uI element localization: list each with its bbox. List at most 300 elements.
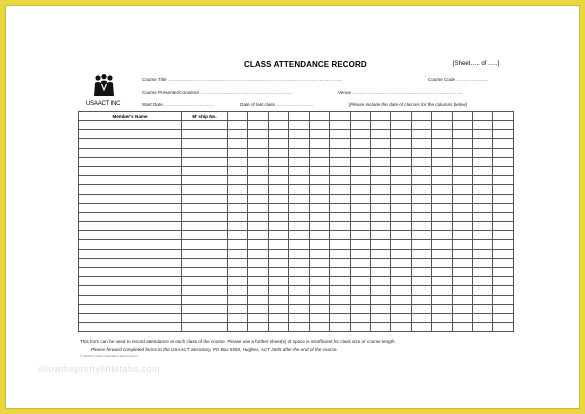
table-cell bbox=[330, 176, 350, 185]
table-cell bbox=[473, 249, 493, 258]
table-cell bbox=[473, 268, 493, 277]
table-cell bbox=[452, 194, 472, 203]
table-cell bbox=[350, 185, 370, 194]
table-cell bbox=[452, 130, 472, 139]
table-cell bbox=[493, 268, 513, 277]
table-cell bbox=[370, 249, 390, 258]
table-cell bbox=[309, 313, 329, 322]
table-cell bbox=[289, 166, 309, 175]
table-cell bbox=[228, 313, 248, 322]
table-cell bbox=[411, 130, 431, 139]
table-cell bbox=[309, 323, 329, 332]
table-cell bbox=[228, 231, 248, 240]
table-cell bbox=[228, 203, 248, 212]
table-cell bbox=[228, 121, 248, 130]
table-cell bbox=[493, 166, 513, 175]
table-cell bbox=[350, 304, 370, 313]
table-cell bbox=[432, 194, 452, 203]
table-cell bbox=[289, 185, 309, 194]
table-cell bbox=[391, 130, 411, 139]
presenter-field: Course Presenter/Convenor …………………………………………………… bbox=[142, 90, 293, 95]
table-cell bbox=[493, 240, 513, 249]
table-cell bbox=[248, 304, 268, 313]
table-cell bbox=[330, 194, 350, 203]
table-cell bbox=[391, 304, 411, 313]
table-cell bbox=[79, 323, 182, 332]
table-cell bbox=[309, 185, 329, 194]
table-cell bbox=[391, 194, 411, 203]
table-cell bbox=[473, 231, 493, 240]
table-cell bbox=[309, 304, 329, 313]
table-cell bbox=[493, 313, 513, 322]
table-cell bbox=[79, 139, 182, 148]
table-cell bbox=[330, 185, 350, 194]
table-cell bbox=[350, 258, 370, 267]
table-cell bbox=[411, 286, 431, 295]
table-cell bbox=[79, 157, 182, 166]
table-cell bbox=[350, 157, 370, 166]
table-cell bbox=[473, 185, 493, 194]
course-title-field: Course Title …………………………………………………………………………………………………… bbox=[142, 77, 343, 82]
table-cell bbox=[330, 222, 350, 231]
table-cell bbox=[391, 313, 411, 322]
table-cell bbox=[248, 203, 268, 212]
table-cell bbox=[248, 323, 268, 332]
table-cell bbox=[289, 176, 309, 185]
table-cell bbox=[350, 194, 370, 203]
table-cell bbox=[391, 295, 411, 304]
table-cell bbox=[350, 240, 370, 249]
table-cell bbox=[248, 148, 268, 157]
table-cell bbox=[309, 166, 329, 175]
table-cell bbox=[182, 304, 228, 313]
date-column-header bbox=[350, 112, 370, 121]
table-cell bbox=[432, 304, 452, 313]
table-cell bbox=[182, 166, 228, 175]
course-code-field: Course Code ………………… bbox=[428, 77, 489, 82]
table-cell bbox=[228, 304, 248, 313]
table-cell bbox=[411, 277, 431, 286]
table-cell bbox=[473, 323, 493, 332]
table-cell bbox=[493, 121, 513, 130]
table-cell bbox=[289, 249, 309, 258]
table-cell bbox=[391, 249, 411, 258]
table-cell bbox=[330, 286, 350, 295]
table-cell bbox=[228, 286, 248, 295]
table-cell bbox=[473, 240, 493, 249]
table-cell bbox=[79, 240, 182, 249]
table-cell bbox=[391, 148, 411, 157]
table-cell bbox=[350, 121, 370, 130]
table-cell bbox=[473, 139, 493, 148]
table-cell bbox=[330, 148, 350, 157]
table-row bbox=[79, 166, 514, 175]
table-cell bbox=[228, 268, 248, 277]
table-cell bbox=[452, 166, 472, 175]
table-cell bbox=[493, 295, 513, 304]
table-cell bbox=[228, 148, 248, 157]
table-cell bbox=[228, 139, 248, 148]
table-cell bbox=[330, 166, 350, 175]
table-cell bbox=[248, 130, 268, 139]
table-cell bbox=[79, 313, 182, 322]
date-column-header bbox=[473, 112, 493, 121]
table-cell bbox=[370, 304, 390, 313]
table-cell bbox=[473, 286, 493, 295]
watermark: ollowtheprettylittletabs.com bbox=[38, 364, 161, 374]
table-cell bbox=[350, 176, 370, 185]
columns-note-text: [Please include the date of classes for the columns below] bbox=[349, 102, 467, 107]
table-cell bbox=[309, 258, 329, 267]
table-cell bbox=[391, 176, 411, 185]
table-cell bbox=[248, 313, 268, 322]
table-cell bbox=[182, 194, 228, 203]
table-cell bbox=[452, 313, 472, 322]
venue-field: Venue ……………………………………………………………… bbox=[338, 90, 463, 95]
table-cell bbox=[432, 231, 452, 240]
table-cell bbox=[432, 203, 452, 212]
table-cell bbox=[182, 249, 228, 258]
table-cell bbox=[309, 121, 329, 130]
table-cell bbox=[79, 148, 182, 157]
table-cell bbox=[370, 130, 390, 139]
logo-text: USAACT INC bbox=[86, 101, 121, 107]
attendance-table bbox=[78, 111, 514, 332]
table-cell bbox=[268, 176, 288, 185]
table-cell bbox=[79, 268, 182, 277]
table-cell bbox=[268, 286, 288, 295]
table-cell bbox=[493, 185, 513, 194]
table-cell bbox=[268, 295, 288, 304]
table-cell bbox=[452, 268, 472, 277]
table-cell bbox=[289, 148, 309, 157]
table-cell bbox=[289, 231, 309, 240]
table-cell bbox=[268, 323, 288, 332]
table-cell bbox=[493, 231, 513, 240]
date-column-header bbox=[391, 112, 411, 121]
table-cell bbox=[182, 130, 228, 139]
table-cell bbox=[370, 203, 390, 212]
table-cell bbox=[391, 139, 411, 148]
table-cell bbox=[350, 268, 370, 277]
table-row bbox=[79, 313, 514, 322]
table-cell bbox=[309, 249, 329, 258]
table-cell bbox=[452, 231, 472, 240]
table-cell bbox=[268, 203, 288, 212]
table-cell bbox=[473, 176, 493, 185]
table-cell bbox=[268, 268, 288, 277]
table-cell bbox=[182, 258, 228, 267]
table-cell bbox=[182, 240, 228, 249]
table-cell bbox=[350, 212, 370, 221]
table-cell bbox=[452, 139, 472, 148]
table-cell bbox=[182, 185, 228, 194]
table-cell bbox=[473, 157, 493, 166]
table-cell bbox=[330, 268, 350, 277]
table-cell bbox=[493, 304, 513, 313]
table-cell bbox=[432, 166, 452, 175]
table-cell bbox=[473, 166, 493, 175]
table-cell bbox=[228, 185, 248, 194]
table-cell bbox=[248, 249, 268, 258]
table-row bbox=[79, 268, 514, 277]
table-cell bbox=[452, 148, 472, 157]
table-cell bbox=[350, 222, 370, 231]
table-cell bbox=[309, 286, 329, 295]
membership-number-header: M' ship No. bbox=[182, 112, 228, 121]
table-cell bbox=[268, 130, 288, 139]
table-cell bbox=[350, 203, 370, 212]
table-cell bbox=[248, 295, 268, 304]
date-column-header bbox=[268, 112, 288, 121]
table-cell bbox=[248, 258, 268, 267]
member-name-header: Member's Name bbox=[79, 112, 182, 121]
table-cell bbox=[432, 286, 452, 295]
table-cell bbox=[268, 185, 288, 194]
table-cell bbox=[79, 249, 182, 258]
table-row bbox=[79, 249, 514, 258]
table-cell bbox=[432, 130, 452, 139]
table-cell bbox=[452, 203, 472, 212]
table-cell bbox=[391, 212, 411, 221]
table-row bbox=[79, 203, 514, 212]
last-class-field: Date of last class …………………… bbox=[240, 102, 314, 107]
table-cell bbox=[493, 194, 513, 203]
table-row bbox=[79, 240, 514, 249]
table-row bbox=[79, 212, 514, 221]
table-cell bbox=[370, 222, 390, 231]
table-cell bbox=[79, 222, 182, 231]
table-cell bbox=[432, 268, 452, 277]
table-cell bbox=[182, 222, 228, 231]
table-cell bbox=[452, 258, 472, 267]
table-cell bbox=[79, 121, 182, 130]
date-column-header bbox=[330, 112, 350, 121]
table-cell bbox=[182, 313, 228, 322]
table-cell bbox=[228, 212, 248, 221]
table-cell bbox=[268, 148, 288, 157]
table-cell bbox=[370, 295, 390, 304]
table-cell bbox=[452, 157, 472, 166]
table-cell bbox=[330, 277, 350, 286]
table-cell bbox=[268, 258, 288, 267]
table-cell bbox=[309, 231, 329, 240]
table-cell bbox=[432, 323, 452, 332]
table-cell bbox=[493, 277, 513, 286]
table-cell bbox=[228, 295, 248, 304]
table-cell bbox=[309, 277, 329, 286]
table-cell bbox=[473, 130, 493, 139]
logo-icon bbox=[92, 73, 116, 97]
table-cell bbox=[248, 166, 268, 175]
table-cell bbox=[493, 258, 513, 267]
date-column-header bbox=[432, 112, 452, 121]
table-cell bbox=[248, 240, 268, 249]
table-cell bbox=[248, 277, 268, 286]
table-cell bbox=[182, 121, 228, 130]
table-cell bbox=[391, 166, 411, 175]
table-row bbox=[79, 121, 514, 130]
table-cell bbox=[228, 323, 248, 332]
table-cell bbox=[370, 166, 390, 175]
table-cell bbox=[268, 222, 288, 231]
table-cell bbox=[432, 139, 452, 148]
table-cell bbox=[370, 157, 390, 166]
table-cell bbox=[330, 130, 350, 139]
table-cell bbox=[411, 313, 431, 322]
table-cell bbox=[182, 203, 228, 212]
table-cell bbox=[330, 313, 350, 322]
table-row bbox=[79, 148, 514, 157]
table-cell bbox=[268, 249, 288, 258]
table-cell bbox=[268, 231, 288, 240]
table-cell bbox=[350, 249, 370, 258]
table-cell bbox=[370, 268, 390, 277]
table-cell bbox=[330, 304, 350, 313]
table-cell bbox=[370, 323, 390, 332]
table-cell bbox=[79, 277, 182, 286]
table-cell bbox=[182, 212, 228, 221]
table-cell bbox=[432, 176, 452, 185]
table-cell bbox=[391, 185, 411, 194]
table-cell bbox=[391, 240, 411, 249]
table-cell bbox=[452, 277, 472, 286]
table-cell bbox=[432, 295, 452, 304]
table-cell bbox=[228, 130, 248, 139]
table-cell bbox=[370, 277, 390, 286]
table-cell bbox=[473, 212, 493, 221]
table-cell bbox=[391, 277, 411, 286]
table-cell bbox=[432, 121, 452, 130]
footer-instructions: This form can be used to record attendance at each class of the course. Please use a further sheet(s) of space is insufficient for class size or course length. bbox=[80, 339, 396, 344]
table-cell bbox=[268, 139, 288, 148]
table-cell bbox=[330, 157, 350, 166]
table-cell bbox=[493, 157, 513, 166]
table-cell bbox=[330, 249, 350, 258]
table-cell bbox=[391, 268, 411, 277]
table-cell bbox=[228, 222, 248, 231]
table-cell bbox=[228, 176, 248, 185]
table-cell bbox=[350, 231, 370, 240]
table-cell bbox=[79, 166, 182, 175]
table-row bbox=[79, 295, 514, 304]
table-cell bbox=[493, 286, 513, 295]
table-row bbox=[79, 323, 514, 332]
table-cell bbox=[432, 258, 452, 267]
table-cell bbox=[309, 130, 329, 139]
table-cell bbox=[182, 277, 228, 286]
table-cell bbox=[228, 166, 248, 175]
table-cell bbox=[309, 295, 329, 304]
table-cell bbox=[350, 277, 370, 286]
table-cell bbox=[473, 295, 493, 304]
table-row bbox=[79, 222, 514, 231]
table-cell bbox=[228, 157, 248, 166]
table-cell bbox=[309, 212, 329, 221]
table-cell bbox=[452, 176, 472, 185]
start-date-field: Start Date…………………………… bbox=[142, 102, 214, 107]
table-cell bbox=[330, 203, 350, 212]
table-cell bbox=[309, 203, 329, 212]
table-cell bbox=[411, 240, 431, 249]
table-cell bbox=[411, 295, 431, 304]
date-column-header bbox=[493, 112, 513, 121]
table-cell bbox=[182, 286, 228, 295]
table-cell bbox=[228, 194, 248, 203]
table-cell bbox=[473, 258, 493, 267]
table-cell bbox=[493, 176, 513, 185]
table-cell bbox=[370, 231, 390, 240]
table-cell bbox=[79, 212, 182, 221]
table-cell bbox=[248, 157, 268, 166]
table-cell bbox=[79, 286, 182, 295]
table-cell bbox=[473, 203, 493, 212]
table-cell bbox=[309, 222, 329, 231]
table-cell bbox=[391, 157, 411, 166]
table-cell bbox=[411, 222, 431, 231]
table-cell bbox=[452, 304, 472, 313]
footer-small-print: © USAACT Class Attendance Record Form bbox=[80, 354, 138, 358]
table-cell bbox=[370, 240, 390, 249]
table-cell bbox=[370, 212, 390, 221]
table-cell bbox=[182, 148, 228, 157]
table-row bbox=[79, 139, 514, 148]
table-cell bbox=[182, 295, 228, 304]
table-row bbox=[79, 130, 514, 139]
table-cell bbox=[350, 323, 370, 332]
date-column-header bbox=[370, 112, 390, 121]
table-cell bbox=[248, 222, 268, 231]
table-row bbox=[79, 194, 514, 203]
table-cell bbox=[370, 176, 390, 185]
table-cell bbox=[411, 304, 431, 313]
table-cell bbox=[182, 176, 228, 185]
table-cell bbox=[79, 130, 182, 139]
table-cell bbox=[411, 148, 431, 157]
table-cell bbox=[289, 194, 309, 203]
table-cell bbox=[350, 313, 370, 322]
table-cell bbox=[309, 194, 329, 203]
table-cell bbox=[452, 121, 472, 130]
table-cell bbox=[370, 258, 390, 267]
table-cell bbox=[473, 148, 493, 157]
table-cell bbox=[330, 323, 350, 332]
table-cell bbox=[473, 277, 493, 286]
table-cell bbox=[452, 323, 472, 332]
table-row bbox=[79, 185, 514, 194]
table-cell bbox=[473, 222, 493, 231]
table-cell bbox=[248, 231, 268, 240]
table-cell bbox=[228, 277, 248, 286]
date-column-header bbox=[228, 112, 248, 121]
table-cell bbox=[493, 148, 513, 157]
table-cell bbox=[330, 258, 350, 267]
table-cell bbox=[411, 249, 431, 258]
table-cell bbox=[289, 139, 309, 148]
table-cell bbox=[330, 231, 350, 240]
table-cell bbox=[452, 249, 472, 258]
table-cell bbox=[411, 139, 431, 148]
table-cell bbox=[289, 222, 309, 231]
table-cell bbox=[391, 203, 411, 212]
table-cell bbox=[228, 240, 248, 249]
table-cell bbox=[432, 277, 452, 286]
table-cell bbox=[370, 139, 390, 148]
table-cell bbox=[493, 323, 513, 332]
table-cell bbox=[370, 121, 390, 130]
table-cell bbox=[182, 231, 228, 240]
sheet-number: [Sheet….. of …..] bbox=[453, 61, 500, 67]
